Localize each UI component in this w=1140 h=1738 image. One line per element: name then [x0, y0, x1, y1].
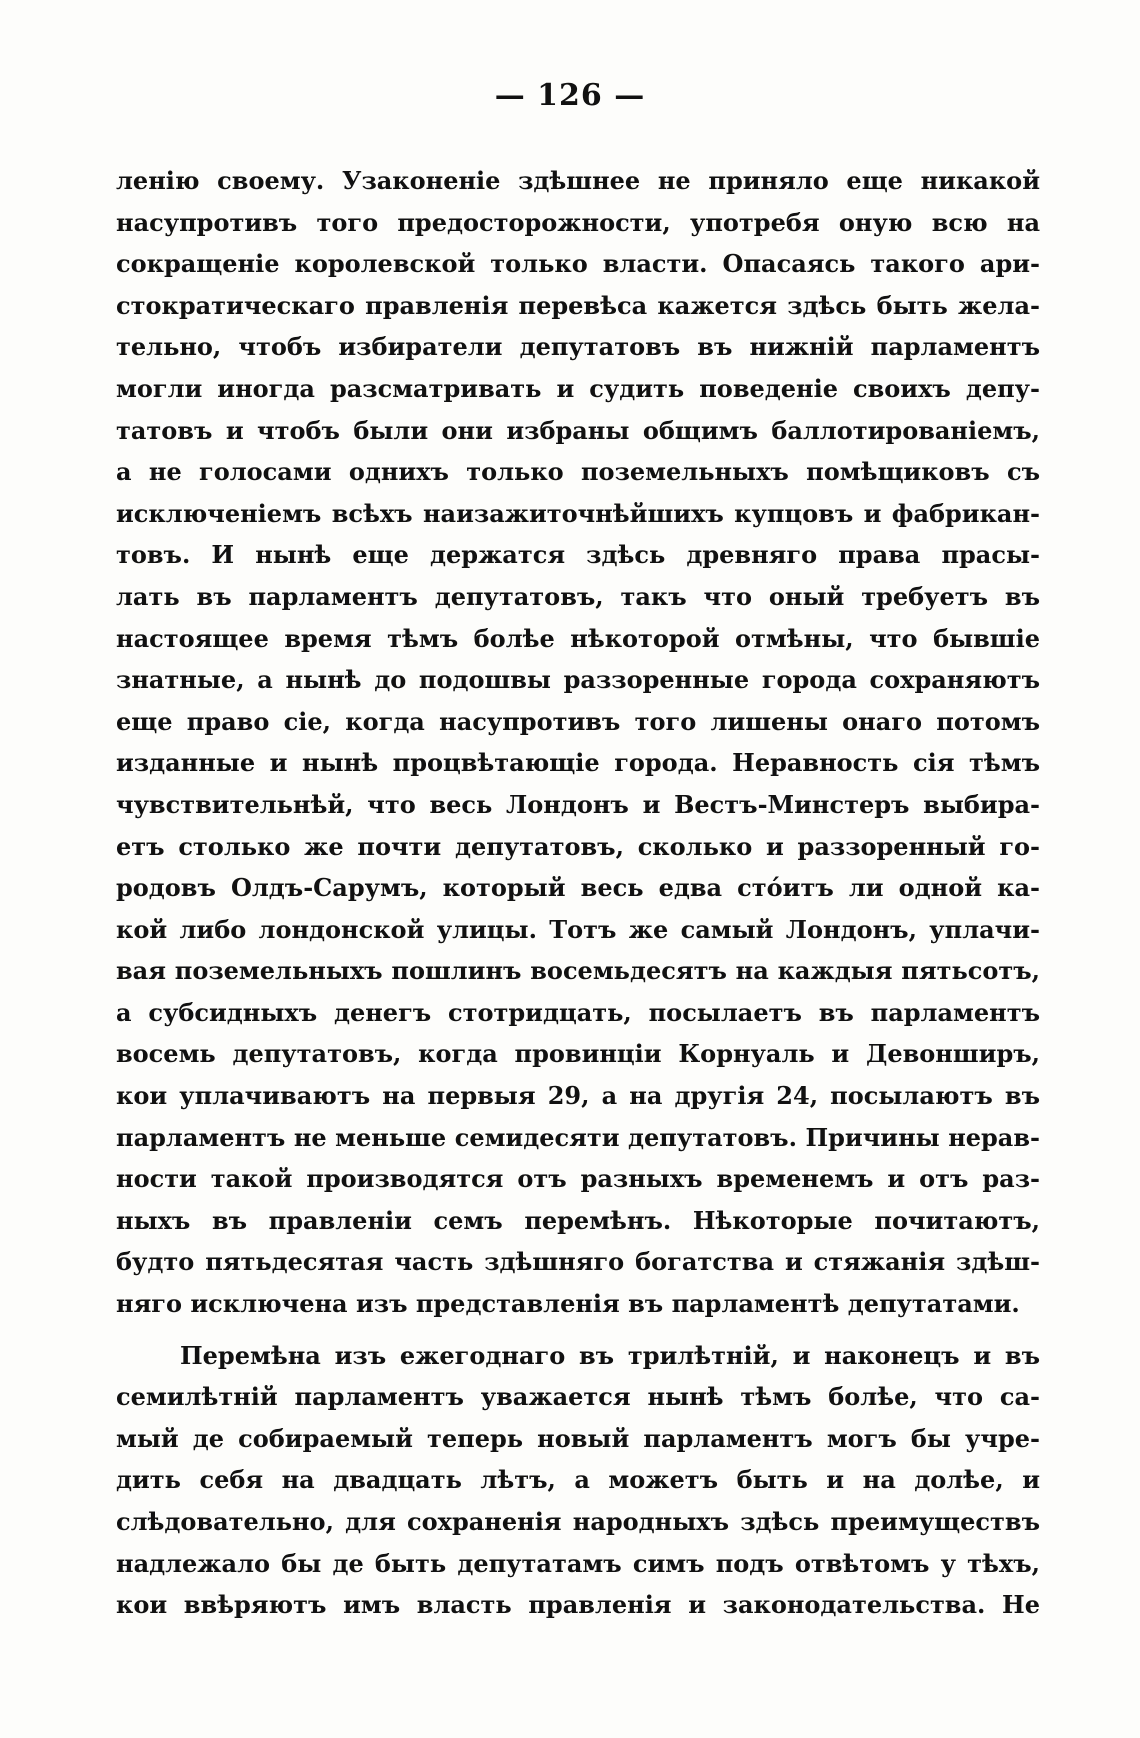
- text-line: еще право сіе, когда насупротивъ того лишены онаго потомъ: [116, 706, 1040, 736]
- text-line: семилѣтній парламентъ уважается нынѣ тѣмъ болѣе, что са-: [116, 1382, 1040, 1412]
- text-line: родовъ Олдъ-Сарумъ, который весь едва стóитъ ли одной ка-: [116, 873, 1040, 903]
- text-line: вая поземельныхъ пошлинъ восемьдесятъ на каждыя пятьсотъ,: [116, 956, 1040, 986]
- text-line: кои ввѣряютъ имъ власть правленія и законодательства. Не: [116, 1590, 1040, 1620]
- text-line: стократическаго правленія перевѣса кажется здѣсь быть жела-: [116, 290, 1040, 320]
- text-line: мый де собираемый теперь новый парламентъ могъ бы учре-: [116, 1423, 1040, 1453]
- text-line: ныхъ въ правленіи семъ перемѣнъ. Нѣкоторые почитаютъ,: [116, 1205, 1040, 1235]
- text-line: татовъ и чтобъ были они избраны общимъ баллотированіемъ,: [116, 415, 1040, 445]
- text-line: чувствительнѣй, что весь Лондонъ и Вестъ-Минстеръ выбира-: [116, 789, 1040, 819]
- paragraph-2: [116, 1335, 1040, 1626]
- text-line: насупротивъ того предосторожности, употребя оную всю на: [116, 207, 1040, 237]
- page-number: — 126 —: [494, 78, 646, 113]
- text-line: восемь депутатовъ, когда провинціи Корнуаль и Девонширъ,: [116, 1039, 1040, 1069]
- text-line: товъ. И нынѣ еще держатся здѣсь древняго права прасы-: [116, 540, 1040, 570]
- text-line: будто пятьдесятая часть здѣшняго богатства и стяжанія здѣш-: [116, 1247, 1040, 1277]
- text-line: няго исключена изъ представленія въ парламентѣ депутатами.: [116, 1289, 1020, 1319]
- text-line: ности такой производятся отъ разныхъ временемъ и отъ раз-: [116, 1164, 1040, 1194]
- text-line: а не голосами однихъ только поземельныхъ помѣщиковъ съ: [116, 457, 1040, 487]
- text-line: надлежало бы де быть депутатамъ симъ подъ отвѣтомъ у тѣхъ,: [116, 1548, 1040, 1578]
- text-line: тельно, чтобъ избиратели депутатовъ въ нижній парламентъ: [116, 332, 1040, 362]
- text-line: могли иногда разсматривать и судить поведеніе своихъ депу-: [116, 373, 1040, 403]
- text-line: знатные, а нынѣ до подошвы раззоренные города сохраняютъ: [116, 665, 1040, 695]
- text-line: настоящее время тѣмъ болѣе нѣкоторой отмѣны, что бывшіе: [116, 623, 1040, 653]
- text-line: а субсидныхъ денегъ стотридцать, посылаетъ въ парламентъ: [116, 997, 1040, 1027]
- paragraph-gap: [116, 1325, 1040, 1335]
- text-line: етъ столько же почти депутатовъ, сколько и раззоренный го-: [116, 831, 1040, 861]
- text-line: слѣдовательно, для сохраненія народныхъ здѣсь преимуществъ: [116, 1507, 1040, 1536]
- text-line: кои уплачиваютъ на первыя 29, а на другія 24, посылаютъ въ: [116, 1081, 1040, 1111]
- text-line: сокращеніе королевской только власти. Опасаясь такого ари-: [116, 249, 1040, 279]
- body-text: [116, 160, 1040, 1626]
- text-line: лать въ парламентъ депутатовъ, такъ что оный требуетъ въ: [116, 581, 1040, 611]
- paragraph-1: [116, 160, 1040, 1325]
- text-line: парламентъ не меньше семидесяти депутатовъ. Причины нерав-: [116, 1122, 1040, 1152]
- text-line: Перемѣна изъ ежегоднаго въ трилѣтній, и наконецъ и въ: [180, 1340, 1040, 1370]
- text-line: ленію своему. Узаконеніе здѣшнее не приняло еще никакой: [116, 166, 1040, 195]
- text-line: изданные и нынѣ процвѣтающіе города. Неравность сія тѣмъ: [116, 748, 1040, 778]
- text-line: кой либо лондонской улицы. Тотъ же самый Лондонъ, уплачи-: [116, 914, 1040, 944]
- text-line: исключеніемъ всѣхъ наизажиточнѣйшихъ купцовъ и фабрикан-: [116, 498, 1040, 528]
- text-line: дить себя на двадцать лѣтъ, а можетъ быть и на долѣе, и: [116, 1465, 1040, 1495]
